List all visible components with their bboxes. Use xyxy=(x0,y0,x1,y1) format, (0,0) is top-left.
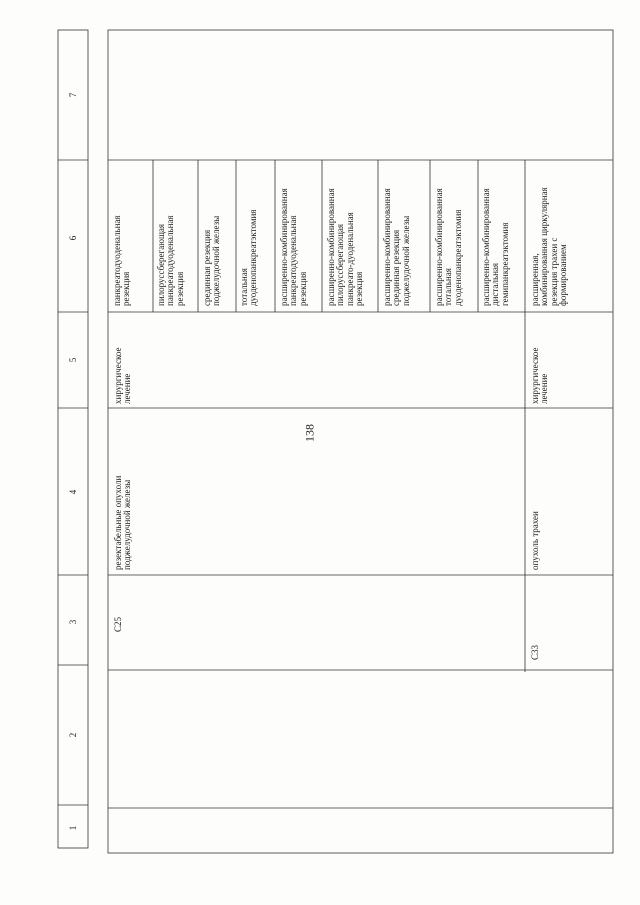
method-item: расширенно-комбинированная тотальная дуоденопанкреатэктомия xyxy=(434,188,463,306)
header-col-4: 4 xyxy=(68,489,78,495)
header-col-5: 5 xyxy=(68,357,78,363)
method-item: панкреатодуоденальная резекция xyxy=(112,215,132,306)
header-col-3: 3 xyxy=(68,619,78,625)
diagnosis: резектабельные опухоли поджелудочной железы xyxy=(113,475,133,570)
header-col-1: 1 xyxy=(68,825,78,831)
method-item: расширенная, комбинированная циркулярная резекция трахеи с формированием xyxy=(530,187,569,306)
method-item: расширенно-комбинированная панкреатодуоденальная резекция xyxy=(279,188,308,306)
header-col-6: 6 xyxy=(68,235,78,241)
diagnosis: опухоль трахеи xyxy=(530,511,540,570)
method-item: тотальная дуоденопанкреатэктомия xyxy=(239,209,259,306)
icd-code: C33 xyxy=(530,644,540,660)
header-col-7: 7 xyxy=(68,92,78,98)
treatment-type: хирургическое лечение xyxy=(113,347,133,404)
icd-code: C25 xyxy=(113,616,123,632)
treatment-type: хирургическое лечение xyxy=(530,347,550,404)
page-number: 138 xyxy=(302,424,317,442)
method-item: расширенно-комбинированная пилоруссберегающая панкреато-дуоденальная резекция xyxy=(326,188,365,306)
method-item: расширенно-комбинированная дистальная гемипанкреатэктомия xyxy=(481,188,510,306)
method-item: расширенно-комбинированная срединная резекция поджелудочной железы xyxy=(382,188,411,306)
method-item: пилоруссберегающая панкреатодуоденальная резекция xyxy=(156,215,185,306)
method-item: срединная резекция поджелудочной железы xyxy=(202,215,222,306)
header-col-2: 2 xyxy=(68,732,78,738)
